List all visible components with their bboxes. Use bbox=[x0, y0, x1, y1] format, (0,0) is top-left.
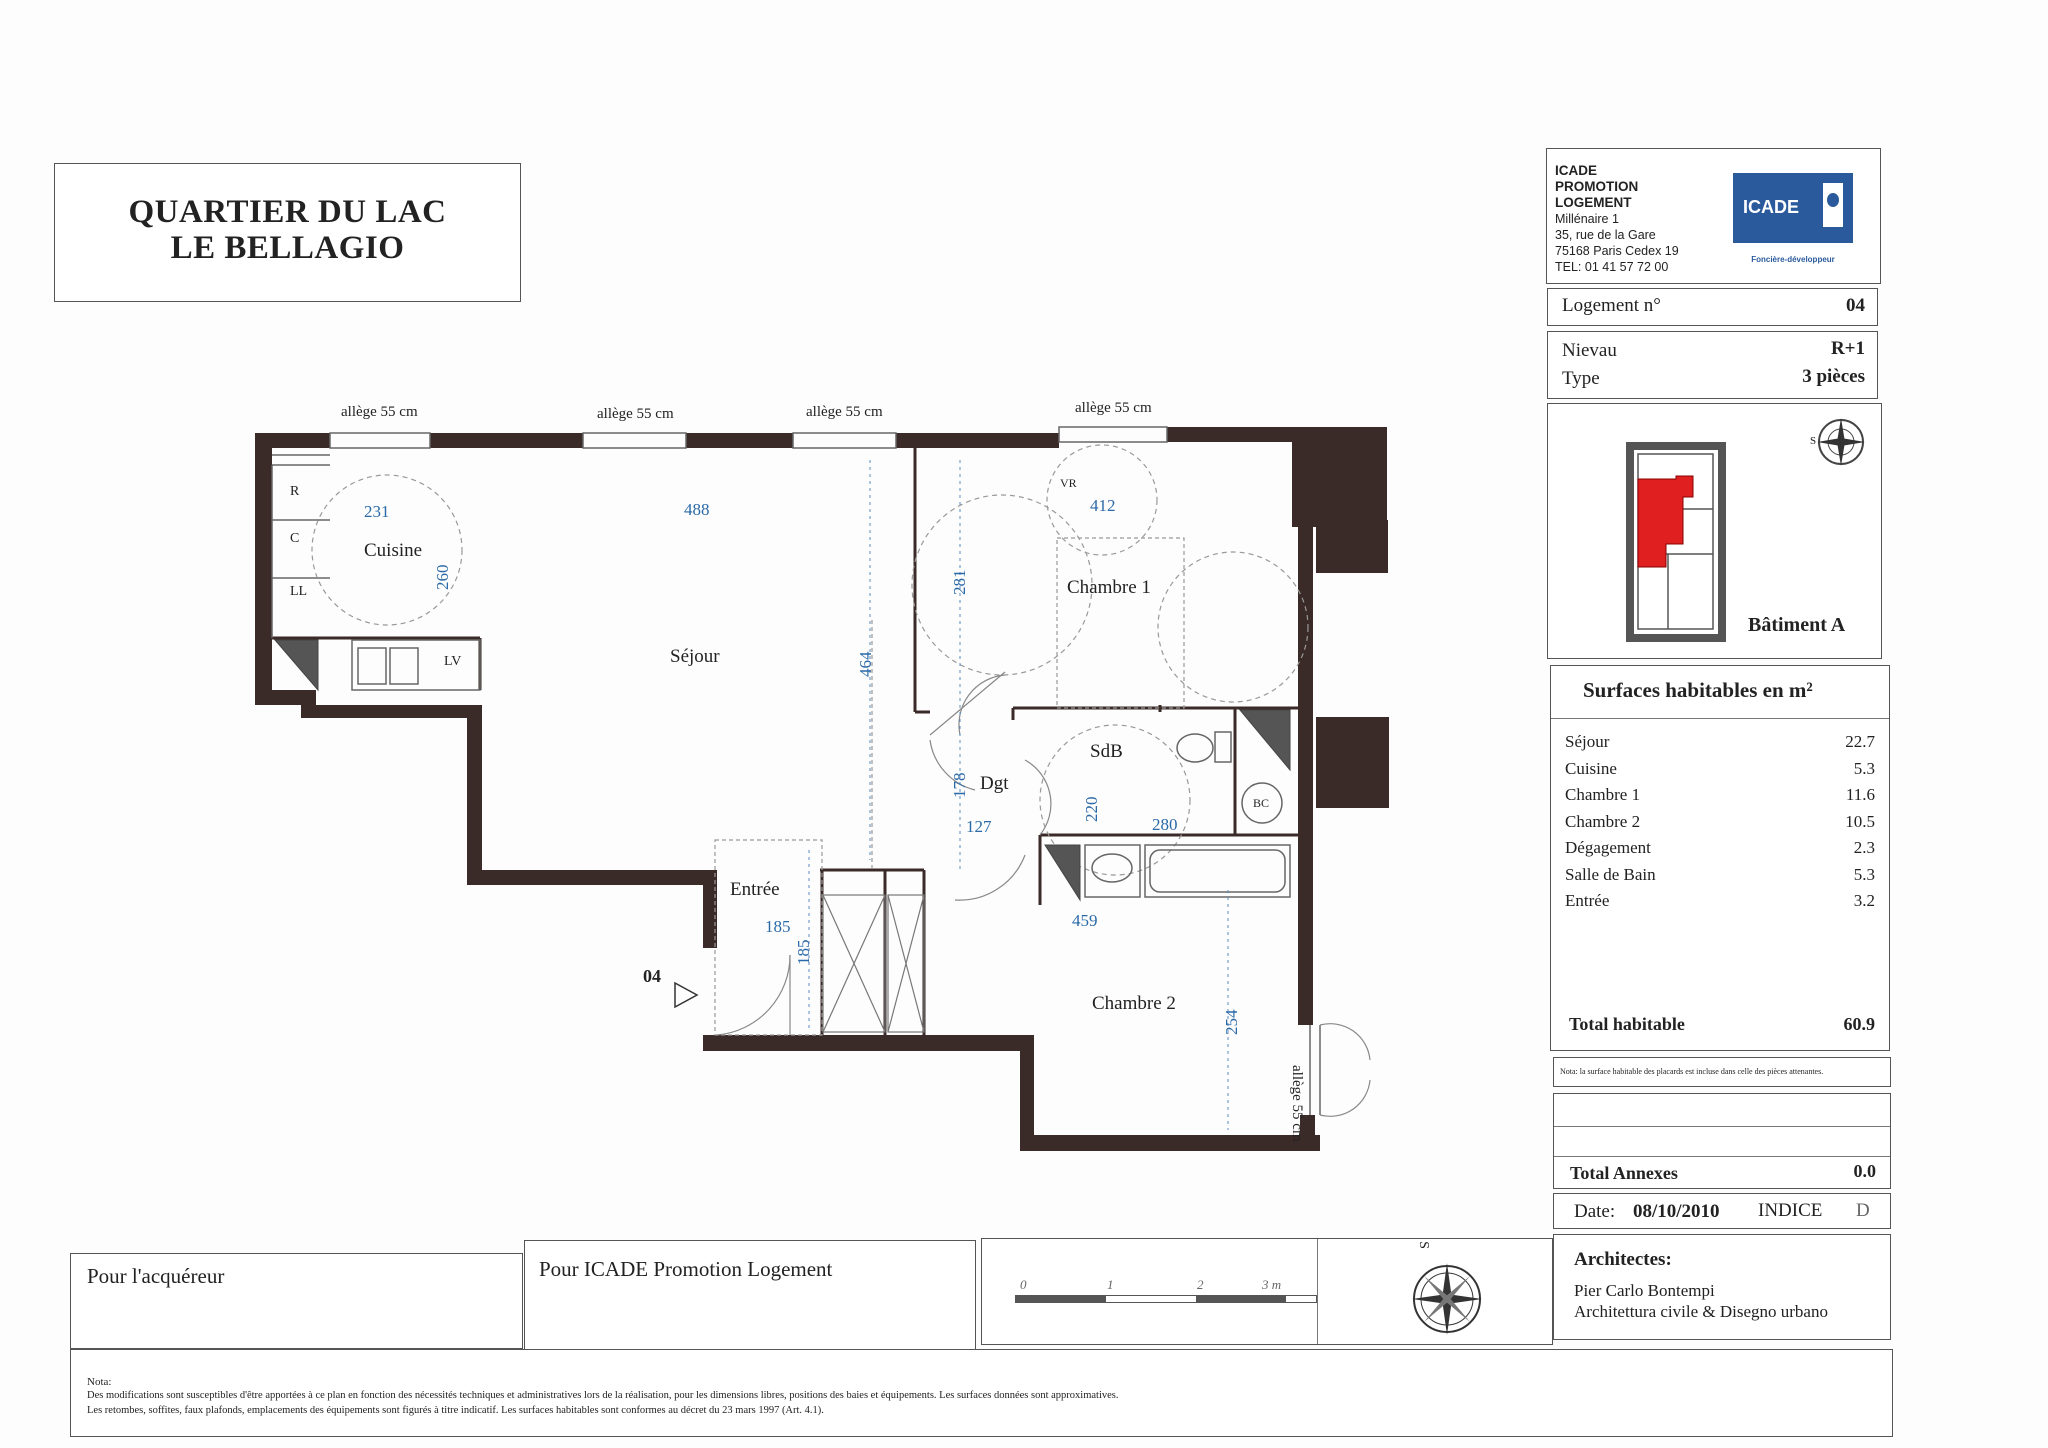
type-label: Type bbox=[1562, 368, 1600, 389]
surface-note-box bbox=[1553, 1057, 1891, 1087]
compass-small-icon bbox=[1817, 418, 1865, 466]
surface-name: Séjour bbox=[1565, 732, 1610, 751]
buyer-signature-box bbox=[70, 1253, 523, 1349]
surfaces-box bbox=[1550, 665, 1890, 1051]
dim-178: 178 bbox=[950, 772, 969, 798]
buyer-label: Pour l'acquéreur bbox=[87, 1264, 225, 1288]
dim-260: 260 bbox=[433, 564, 452, 590]
surface-value: 5.3 bbox=[1853, 864, 1875, 884]
promoter-address-3: 75168 Paris Cedex 19 bbox=[1555, 244, 1679, 258]
surface-row bbox=[1565, 812, 1875, 839]
date-box bbox=[1553, 1193, 1891, 1229]
shafts bbox=[275, 640, 1290, 900]
scale-tick-3: 3 m bbox=[1262, 1277, 1282, 1292]
niveau-type-box bbox=[1547, 331, 1878, 399]
surface-note: Nota: la surface habitable des placards est incluse dans celle des pièces attenantes. bbox=[1560, 1067, 1824, 1076]
dim-185-horizontal: 185 bbox=[765, 917, 791, 936]
fixture-r: R bbox=[290, 484, 300, 499]
room-sdb: SdB bbox=[1090, 741, 1123, 762]
surface-name: Chambre 2 bbox=[1565, 811, 1641, 831]
scale-compass-box bbox=[981, 1238, 1553, 1345]
logement-label: Logement n° bbox=[1562, 295, 1661, 316]
building-box bbox=[1547, 403, 1882, 659]
total-habitable-value: 60.9 bbox=[1843, 1014, 1875, 1034]
promoter-phone: TEL: 01 41 57 72 00 bbox=[1555, 260, 1669, 274]
logement-value: 04 bbox=[1846, 295, 1865, 316]
total-annexes-value: 0.0 bbox=[1853, 1161, 1876, 1181]
promoter-address-2: 35, rue de la Gare bbox=[1555, 228, 1656, 242]
surface-value: 2.3 bbox=[1853, 838, 1875, 857]
fixture-bc: BC bbox=[1253, 796, 1270, 810]
date-value: 08/10/2010 bbox=[1633, 1201, 1720, 1222]
allege-label-4: allège 55 cm bbox=[1075, 400, 1152, 416]
fixture-ll: LL bbox=[290, 584, 308, 599]
architects-box bbox=[1553, 1234, 1891, 1340]
type-value: 3 pièces bbox=[1802, 366, 1865, 387]
surface-value: 5.3 bbox=[1853, 758, 1875, 778]
room-dgt: Dgt bbox=[980, 773, 1009, 794]
architect-name: Pier Carlo Bontempi bbox=[1574, 1281, 1715, 1300]
icade-logo bbox=[1733, 173, 1853, 264]
dim-185-vertical: 185 bbox=[794, 939, 813, 965]
allege-label-1: allège 55 cm bbox=[341, 404, 418, 420]
closets bbox=[823, 895, 924, 1032]
surface-value: 10.5 bbox=[1845, 811, 1875, 831]
indice-value: D bbox=[1856, 1200, 1870, 1221]
dim-127: 127 bbox=[966, 817, 992, 836]
surface-value: 22.7 bbox=[1845, 732, 1875, 751]
project-title-line2: LE BELLAGIO bbox=[170, 230, 405, 266]
surface-value: 11.6 bbox=[1845, 785, 1875, 804]
total-habitable-label: Total habitable bbox=[1569, 1014, 1685, 1034]
surface-row bbox=[1565, 732, 1875, 759]
room-cuisine: Cuisine bbox=[364, 540, 423, 561]
scale-tick-1: 1 bbox=[1107, 1277, 1114, 1292]
compass-small-letter: S bbox=[1810, 435, 1817, 447]
dim-280: 280 bbox=[1152, 815, 1178, 834]
project-title-line1: QUARTIER DU LAC bbox=[128, 194, 447, 230]
promoter-address-1: Millénaire 1 bbox=[1555, 212, 1619, 226]
compass-letter: S bbox=[1415, 1241, 1431, 1249]
surface-name: Dégagement bbox=[1565, 838, 1651, 857]
allege-label-2: allège 55 cm bbox=[597, 406, 674, 422]
fixture-lv: LV bbox=[444, 654, 462, 669]
niveau-value: R+1 bbox=[1830, 338, 1865, 359]
surface-row bbox=[1565, 759, 1875, 786]
footer-note-title: Nota: bbox=[87, 1376, 112, 1388]
niveau-label: Nievau bbox=[1562, 340, 1617, 361]
promoter-name-1: ICADE bbox=[1555, 163, 1598, 178]
scale-bar bbox=[1015, 1295, 1317, 1303]
footer-note-line2: Les retombes, soffites, faux plafonds, emplacements des équipements sont figurés à titre indicatif. Les surfaces habitables sont conformes au décret du 23 mars 1997 (Art. 4.1). bbox=[87, 1405, 824, 1416]
surfaces-title: Surfaces habitables en m² bbox=[1583, 678, 1813, 702]
surface-row bbox=[1565, 891, 1875, 918]
icade-signature-label: Pour ICADE Promotion Logement bbox=[539, 1257, 833, 1281]
surface-name: Entrée bbox=[1565, 891, 1610, 910]
entrance-marker bbox=[675, 983, 697, 1007]
promoter-name-2: PROMOTION bbox=[1555, 179, 1639, 194]
scale-tick-0: 0 bbox=[1020, 1277, 1027, 1292]
surface-name: Cuisine bbox=[1565, 758, 1617, 778]
allege-label-3: allège 55 cm bbox=[806, 404, 883, 420]
footer-note-box bbox=[70, 1349, 1893, 1437]
icade-signature-box bbox=[524, 1240, 976, 1350]
surface-row bbox=[1565, 838, 1875, 865]
walls bbox=[255, 427, 1389, 1151]
building-label: Bâtiment A bbox=[1748, 614, 1846, 636]
fixture-c: C bbox=[290, 531, 300, 546]
room-chambre2: Chambre 2 bbox=[1092, 993, 1176, 1014]
fixture-vr: VR bbox=[1060, 476, 1077, 490]
dim-459: 459 bbox=[1072, 911, 1098, 930]
annexes-box bbox=[1553, 1093, 1891, 1189]
logement-box bbox=[1547, 288, 1878, 326]
scale-tick-2: 2 bbox=[1197, 1277, 1204, 1292]
dim-281: 281 bbox=[950, 569, 969, 595]
indice-label: INDICE bbox=[1758, 1200, 1823, 1221]
dim-488: 488 bbox=[684, 500, 710, 519]
architect-subtitle: Architettura civile & Disegno urbano bbox=[1574, 1302, 1828, 1321]
dim-464: 464 bbox=[856, 651, 875, 677]
promoter-name-3: LOGEMENT bbox=[1555, 195, 1632, 210]
surface-name: Salle de Bain bbox=[1565, 864, 1656, 884]
unit-number: 04 bbox=[643, 966, 661, 986]
room-sejour: Séjour bbox=[670, 646, 720, 667]
dim-254: 254 bbox=[1222, 1009, 1241, 1035]
allege-label-5: allège 55 cm bbox=[1289, 1065, 1305, 1142]
date-label: Date: bbox=[1574, 1201, 1616, 1222]
dim-412: 412 bbox=[1090, 496, 1116, 515]
turning-circles bbox=[312, 445, 1308, 875]
room-chambre1: Chambre 1 bbox=[1067, 577, 1151, 598]
dim-231: 231 bbox=[364, 502, 390, 521]
logo-name: ICADE bbox=[1743, 197, 1800, 217]
surface-value: 3.2 bbox=[1853, 891, 1875, 910]
architects-title: Architectes: bbox=[1574, 1249, 1672, 1270]
dim-220: 220 bbox=[1082, 796, 1101, 822]
surface-name: Chambre 1 bbox=[1565, 785, 1641, 804]
footer-note-line1: Des modifications sont susceptibles d'être apportées à ce plan en fonction des nécessités techniques et administratives lors de la réalisation, pour les dimensions libres, positions des baies et équipements. Les surfaces données sont approximatives. bbox=[87, 1390, 1119, 1401]
surfaces-table bbox=[1565, 732, 1875, 918]
compass-rose-icon bbox=[1402, 1249, 1492, 1339]
room-entree: Entrée bbox=[730, 879, 780, 900]
promoter-box bbox=[1546, 148, 1881, 284]
logo-tagline: Foncière-développeur bbox=[1751, 255, 1835, 264]
surface-row bbox=[1565, 785, 1875, 812]
surface-row bbox=[1565, 865, 1875, 892]
total-annexes-label: Total Annexes bbox=[1570, 1163, 1678, 1183]
